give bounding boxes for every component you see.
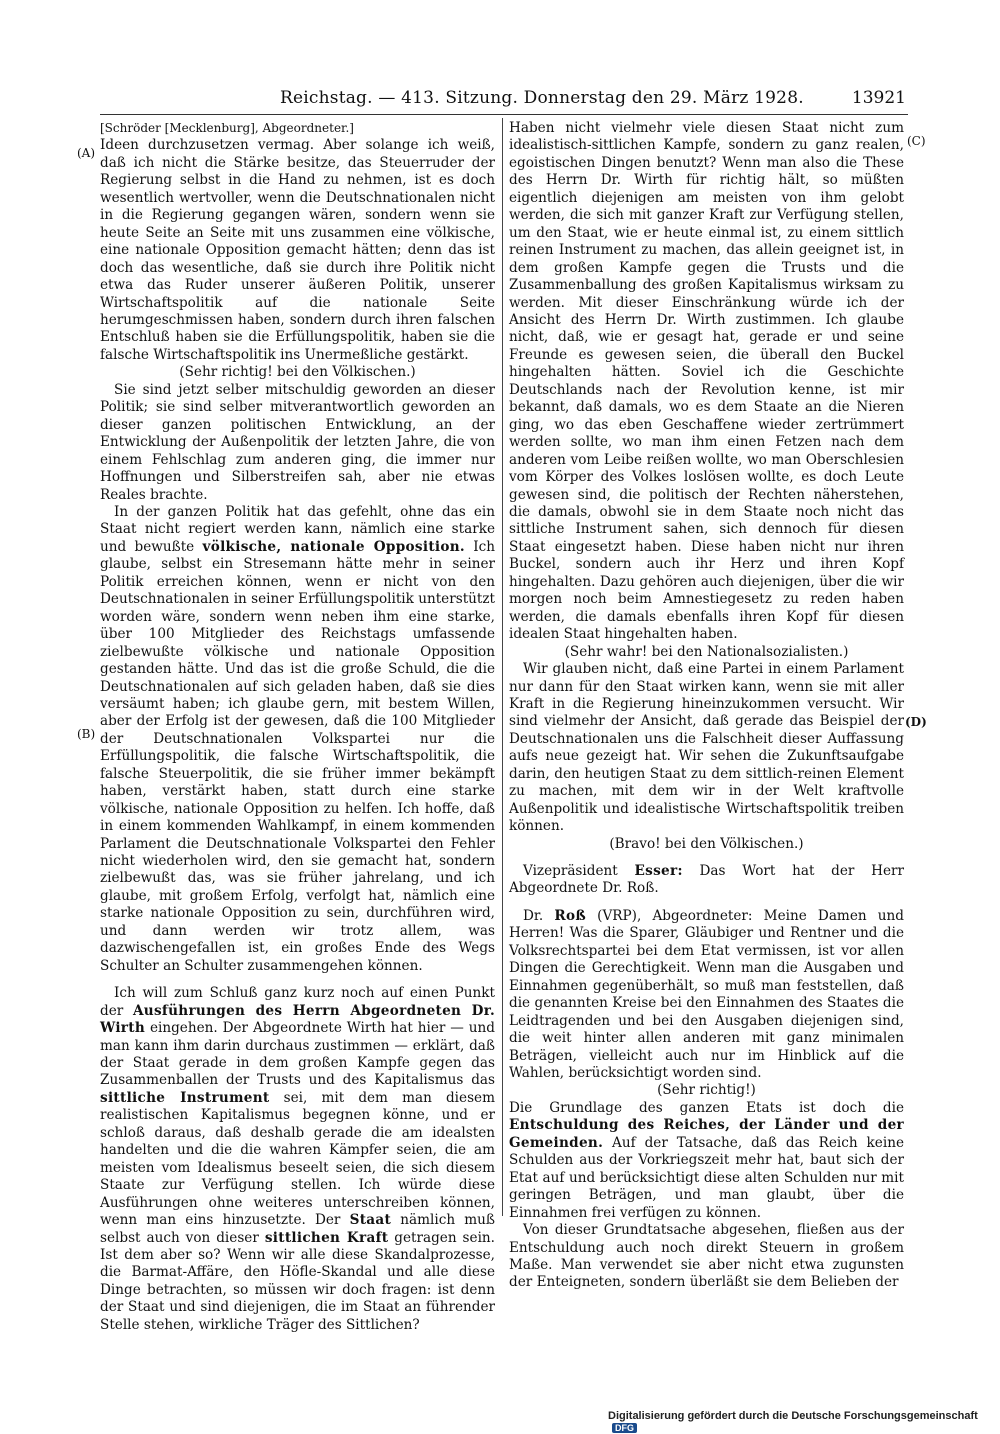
speaker-name: Esser: — [634, 863, 683, 880]
emphasis: Staat — [349, 1212, 392, 1229]
paragraph: Ich will zum Schluß ganz kurz noch auf einen Punkt der Ausführungen des Herrn Abgeordneten Dr. Wirth eingehen. Der Abgeordnete Wirth hat hier — und man kann ihm darin durchaus zustimmen — erklärt, daß der Staat gerade in dem großen Kampfe gegen das Zusammenballen der Trusts und des Kapitalismus das sittliche Instrument sei, mit dem man diesem realistischen Kapitalismus begegnen könne, und er schloß daraus, daß deshalb gerade die am idealsten handelten und die die wahren Kämpfer seien, die am meisten vom Idealismus beseelt seien, die sich diesem Staate zur Verfügung stellen. Ich würde diese Ausführungen ohne weiteres unterschreiben können, wenn man eins hinzusetzte. Der Staat nämlich muß selbst auch von dieser sittlichen Kraft getragen sein. Ist dem aber so? Wenn wir alle diese Skandalprozesse, die Barmat-Affäre, den Höfle-Skandal und alle diese Dinge betrachten, so müssen wir doch fragen: ist denn der Staat und sind diejenigen, die im Staat an führender Stelle stehen, wirkliche Träger des Sittlichen? — [100, 985, 495, 1333]
page-number: 13921 — [851, 88, 906, 108]
margin-marker-c: (C) — [907, 134, 926, 148]
footer-text: Digitalisierung gefördert durch die Deutsche Forschungsgemeinschaft — [608, 1410, 978, 1422]
emphasis: Ausführungen des Herrn Abgeordneten Dr. Wirth — [100, 1002, 495, 1037]
running-title: Reichstag. — 413. Sitzung. Donnerstag den 29. März 1928. — [280, 88, 804, 108]
interjection: (Sehr richtig!) — [657, 1082, 756, 1099]
paragraph: In der ganzen Politik hat das gefehlt, ohne das ein Staat nicht regiert werden kann, nämlich eine starke und bewußte völkische, nationale Opposition. Ich glaube, selbst ein Stresemann hätte mehr in seiner Politik erreichen können, wenn er nicht von den Deutschnationalen in seiner Erfüllungspolitik unterstützt worden wäre, sondern wenn neben ihm eine starke, über 100 Mitglieder des Reichstags umfassende zielbewußte völkische und nationale Opposition gestanden hätte. Und das ist die große Schuld, die die Deutschnationalen auf sich geladen haben, daß sie dies versäumt haben; ich glaube gern, mit bestem Willen, aber der Erfolg ist der gewesen, daß die 100 Mitglieder der Deutschnationalen Volkspartei nur die Erfüllungspolitik, die falsche Wirtschaftspolitik, die falsche Steuerpolitik, die sie früher immer bekämpft haben, verstärkt haben, statt durch eine starke völkische, nationale Opposition zu helfen. Ich hoffe, daß in einem kommenden Wahlkampf, in einem kommenden Parlament die Deutschnationale Volkspartei den Fehler nicht wiederholen wird, den sie gemacht hat, sondern zielbewußt das, was sie früher jahrelang, und ich glaube, mit großem Erfolg, verfolgt hat, nämlich eine starke nationale Opposition zu sein, durchführen wird, und dann werden wir trotz allem, was dazwischengefallen ist, ein großes Ende des Wegs Schulter an Schulter zusammengehen können. — [100, 503, 495, 974]
paragraph: Ideen durchzusetzen vermag. Aber solange ich weiß, daß ich nicht die Stärke besitze, das Steuerruder der Regierung selbst in die Hand zu nehmen, ist es doch wesentlich wertvoller, wenn die Deutschnationalen nicht in die Regierung gegangen wären, sondern wenn sie heute Seite an Seite mit uns zusammen eine völkische, eine nationale Opposition gemacht hätten; denn das ist doch das wesentliche, daß sie durch ihre Politik nicht etwa das Ruder unserer äußeren Politik, unserer Wirtschaftspolitik auf die nationale Seite herumgeschmissen haben, sondern durch ihren falschen Entschluß haben sie die Erfüllungspolitik, haben sie die falsche Wirtschaftspolitik ins Unermeßliche gestärkt. — [100, 137, 495, 363]
paragraph: Von dieser Grundtatsache abgesehen, fließen aus der Entschuldung auch noch direkt Steuern in großem Maße. Man verwendet sie aber nicht etwa zugunsten der Enteigneten, sondern überläßt sie dem Belieben der — [509, 1222, 904, 1291]
dfg-logo: DFG — [612, 1423, 637, 1433]
speaker-intro: Vizepräsident Esser: Das Wort hat der Herr Abgeordnete Dr. Roß. — [509, 863, 905, 897]
paragraph: Die Grundlage des ganzen Etats ist doch die Entschuldung des Reiches, der Länder und der Gemeinden. Auf der Tatsache, daß das Reich keine Schulden aus der Vorkriegszeit mehr hat, baut sich der Etat auf und berücksichtigt diese alten Schulden nur mit geringen Beträgen, und man glaubt, über die Einnahmen frei verfügen zu können. — [509, 1099, 904, 1221]
page-header — [100, 88, 908, 115]
left-column — [100, 120, 495, 1334]
margin-marker-b: (B) — [77, 727, 96, 741]
margin-marker-a: (A) — [77, 146, 96, 160]
margin-marker-d: (D) — [905, 715, 927, 729]
interjection: (Sehr richtig! bei den Völkischen.) — [179, 364, 416, 381]
speaker-name: Roß — [554, 907, 586, 924]
speaker-header: [Schröder [Mecklenburg], Abgeordneter.] — [100, 121, 354, 135]
footer-credit — [608, 1410, 1000, 1434]
interjection: (Sehr wahr! bei den Nationalsozialisten.) — [564, 643, 849, 660]
speaker-intro: Dr. Roß (VRP), Abgeordneter: Meine Damen und Herren! Was die Sparer, Gläubiger und Rentner und die Volksrechtspartei bei dem Etat vermissen, ist vor allen Dingen die Gerechtigkeit. Wenn man die Ausgaben und Einnahmen gegenüberhält, so muß man feststellen, daß die genannten Kreise bei den Einnahmen des Staates die Leidtragenden und bei den Ausgaben diejenigen sind, die weit hinter allen anderen mit ganz minimalen Beträgen, vielleicht auch nur im Hinblick auf die Wahlen, berücksichtigt worden sind. — [509, 907, 904, 1082]
paragraph: Wir glauben nicht, daß eine Partei in einem Parlament nur dann für den Staat wirken kann, wenn sie mit aller Kraft in die Regierung hineinzukommen versucht. Wir sind vielmehr der Ansicht, daß gerade das Beispiel der Deutschnationalen uns die Falschheit dieser Auffassung aufs neue gezeigt hat. Wir sehen die Zukunftsaufgabe darin, den heutigen Staat zu dem sittlich-reinen Element zu machen, mit dem wir in der Welt kraftvolle Außenpolitik und idealistische Wirtschaftspolitik treiben können. — [509, 661, 904, 835]
interjection: (Bravo! bei den Völkischen.) — [609, 835, 804, 852]
column-divider — [502, 118, 503, 1216]
emphasis: Entschuldung des Reiches, der Länder und der Gemeinden. — [509, 1117, 904, 1151]
paragraph: Haben nicht vielmehr viele diesen Staat nicht zum idealistisch-sittlichen Kampfe, sondern zu ganz realen, egoistischen Dingen benutzt? Wenn man also die These des Herrn Dr. Wirth für richtig hält, so müßten eigentlich diejenigen am meisten von ihm gelobt werden, die sich mit ganzer Kraft zur Verfügung stellen, um den Staat, wie er heute einmal ist, zu einem sittlich reinen Instrument zu machen, das allein geeignet ist, in dem großen Kampfe gegen die Trusts und die Zusammenballung des großen Kapitalismus wirksam zu werden. Mit dieser Einschränkung würde ich der Ansicht des Herrn Dr. Wirth zustimmen. Ich glaube nicht, daß, wie er gesagt hat, gerade er und seine Freunde es gewesen seien, die überall den Buckel hingehalten hätten. Soviel ich die Geschichte Deutschlands nach der Revolution kenne, ist mir bekannt, daß damals, wo es dem Staate an die Nieren ging, wo das eben Geschaffene wieder zertrümmert werden sollte, wo man ihm einen Fetzen nach dem anderen vom Leibe reißen wollte, wo man Oberschlesien vom Körper des Volkes loslösen wollte, es doch Leute gewesen sind, die politisch der Rechten näherstehen, die damals, obwohl sie in dem Staate noch nicht das sittliche Instrument sahen, sich dennoch für diesen Staat eingesetzt haben. Diese haben nicht nur ihren Buckel, sondern auch ihr Herz und ihren Kopf hingehalten. Dazu gehören auch diejenigen, über die wir morgen noch beim Amnestiegesetz zu reden haben werden, die damals ebenfalls ihren Kopf für diesen idealen Staat hingehalten haben. — [509, 120, 904, 643]
right-column — [509, 120, 904, 1292]
paragraph: Sie sind jetzt selber mitschuldig geworden an dieser Politik; sie sind selber mitverantwortlich geworden an dieser ganzen politischen Entwicklung, an der Entwicklung der Außenpolitik der letzten Jahre, die von einem Fehlschlag zum anderen ging, die immer nur Hoffnungen und Silberstreifen sah, aber nie etwas Reales brachte. — [100, 381, 495, 503]
emphasis: sittlichen Kraft — [264, 1229, 389, 1246]
emphasis: völkische, nationale Opposition. — [202, 538, 465, 555]
emphasis: sittliche Instrument — [100, 1089, 270, 1106]
